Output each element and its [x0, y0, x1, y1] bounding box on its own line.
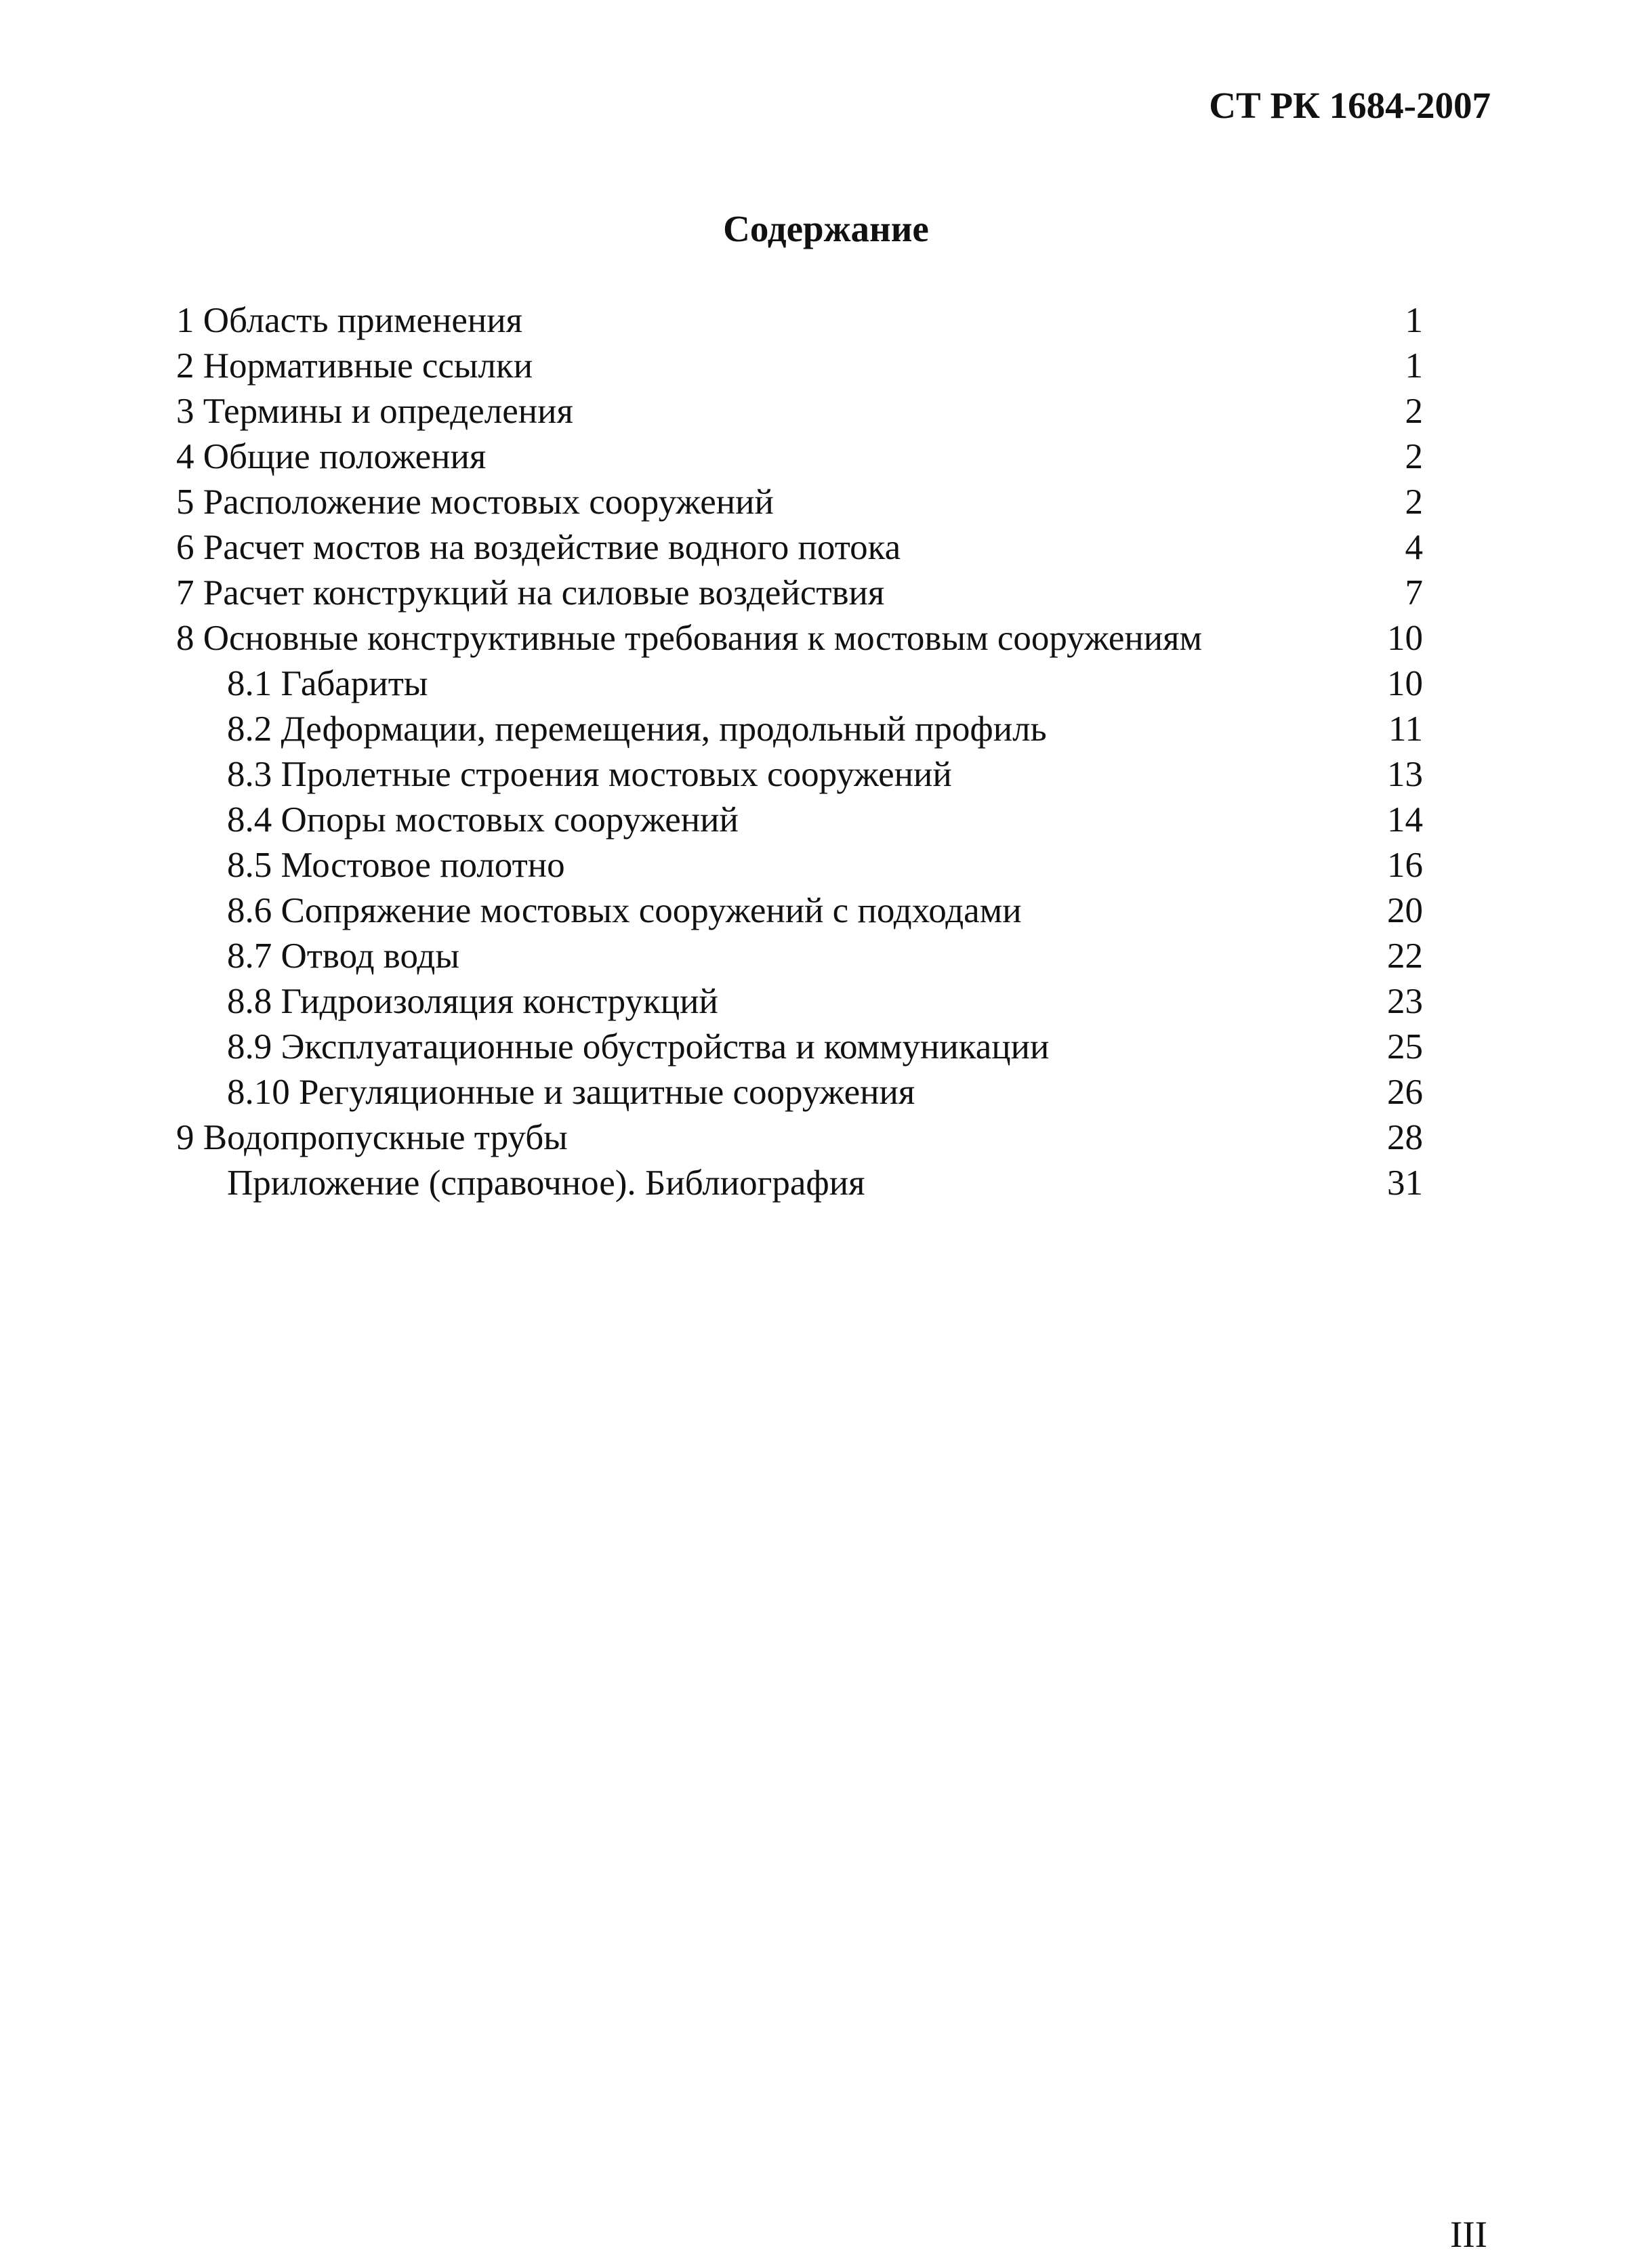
toc-entry-label: 8.2 Деформации, перемещения, продольный профиль — [227, 709, 1047, 749]
toc-entry-page: 23 — [1387, 982, 1423, 1021]
toc-entry-page: 13 — [1387, 755, 1423, 794]
toc-entry-page: 11 — [1388, 709, 1423, 749]
toc-entry-page: 10 — [1387, 664, 1423, 703]
toc-entry-label: 8.1 Габариты — [227, 664, 428, 703]
toc-entry-label: 8.5 Мостовое полотно — [227, 846, 565, 885]
toc-entry[interactable] — [176, 1115, 1423, 1161]
toc-entry-label: 8.6 Сопряжение мостовых сооружений с подходами — [227, 891, 1022, 930]
toc-entry-label: 8.7 Отвод воды — [227, 936, 459, 976]
toc-entry[interactable] — [176, 798, 1423, 843]
toc-entry[interactable] — [176, 888, 1423, 934]
toc-entry-page: 7 — [1405, 573, 1423, 613]
toc-entry[interactable] — [176, 1161, 1423, 1206]
toc-entry-page: 16 — [1387, 846, 1423, 885]
toc-entry[interactable] — [176, 525, 1423, 571]
toc-entry-label: 2 Нормативные ссылки — [176, 346, 533, 386]
toc-entry-label: 5 Расположение мостовых сооружений — [176, 482, 774, 522]
toc-entry-label: 9 Водопропускные трубы — [176, 1118, 568, 1157]
toc-entry[interactable] — [176, 1025, 1423, 1070]
toc-entry[interactable] — [176, 344, 1423, 389]
toc-entry[interactable] — [176, 389, 1423, 434]
toc-entry-label: 8.4 Опоры мостовых сооружений — [227, 800, 739, 840]
toc-entry[interactable] — [176, 480, 1423, 525]
toc-entry[interactable] — [176, 707, 1423, 752]
toc-entry-label: 8.10 Регуляционные и защитные сооружения — [227, 1073, 915, 1112]
toc-entry-page: 1 — [1405, 346, 1423, 386]
toc-entry-label: 8.9 Эксплуатационные обустройства и коммуникации — [227, 1027, 1050, 1067]
toc-entry-page: 2 — [1405, 392, 1423, 431]
toc-entry-label: 6 Расчет мостов на воздействие водного потока — [176, 528, 901, 567]
toc-entry[interactable] — [176, 434, 1423, 480]
toc-entry-page: 2 — [1405, 437, 1423, 476]
toc-entry-label: 8.8 Гидроизоляция конструкций — [227, 982, 718, 1021]
toc-entry-page: 4 — [1405, 528, 1423, 567]
toc-entry[interactable] — [176, 571, 1423, 616]
document-code: СТ РК 1684-2007 — [1209, 85, 1491, 126]
page-number: III — [1450, 2214, 1487, 2255]
toc-entry[interactable] — [176, 843, 1423, 888]
toc-entry-page: 1 — [1405, 301, 1423, 340]
toc-entry[interactable] — [176, 661, 1423, 707]
toc-entry-page: 2 — [1405, 482, 1423, 522]
toc-entry[interactable] — [176, 979, 1423, 1025]
toc-entry[interactable] — [176, 298, 1423, 344]
toc-entry-page: 10 — [1387, 619, 1423, 658]
toc-entry[interactable] — [176, 1070, 1423, 1115]
toc-entry-page: 25 — [1387, 1027, 1423, 1067]
table-of-contents — [176, 298, 1423, 1206]
toc-entry-label: Приложение (справочное). Библиография — [227, 1163, 865, 1203]
toc-entry[interactable] — [176, 616, 1423, 661]
toc-entry-page: 26 — [1387, 1073, 1423, 1112]
toc-entry-label: 4 Общие положения — [176, 437, 487, 476]
toc-entry-label: 8.3 Пролетные строения мостовых сооружений — [227, 755, 952, 794]
toc-entry-page: 14 — [1387, 800, 1423, 840]
toc-entry-page: 28 — [1387, 1118, 1423, 1157]
page-title: Содержание — [723, 208, 929, 249]
toc-entry-label: 7 Расчет конструкций на силовые воздействия — [176, 573, 885, 613]
toc-entry-label: 1 Область применения — [176, 301, 523, 340]
toc-entry-page: 20 — [1387, 891, 1423, 930]
toc-entry[interactable] — [176, 752, 1423, 798]
toc-entry-label: 8 Основные конструктивные требования к мостовым сооружениям — [176, 619, 1203, 658]
toc-entry-label: 3 Термины и определения — [176, 392, 573, 431]
toc-entry[interactable] — [176, 934, 1423, 979]
toc-entry-page: 22 — [1387, 936, 1423, 976]
toc-entry-page: 31 — [1387, 1163, 1423, 1203]
